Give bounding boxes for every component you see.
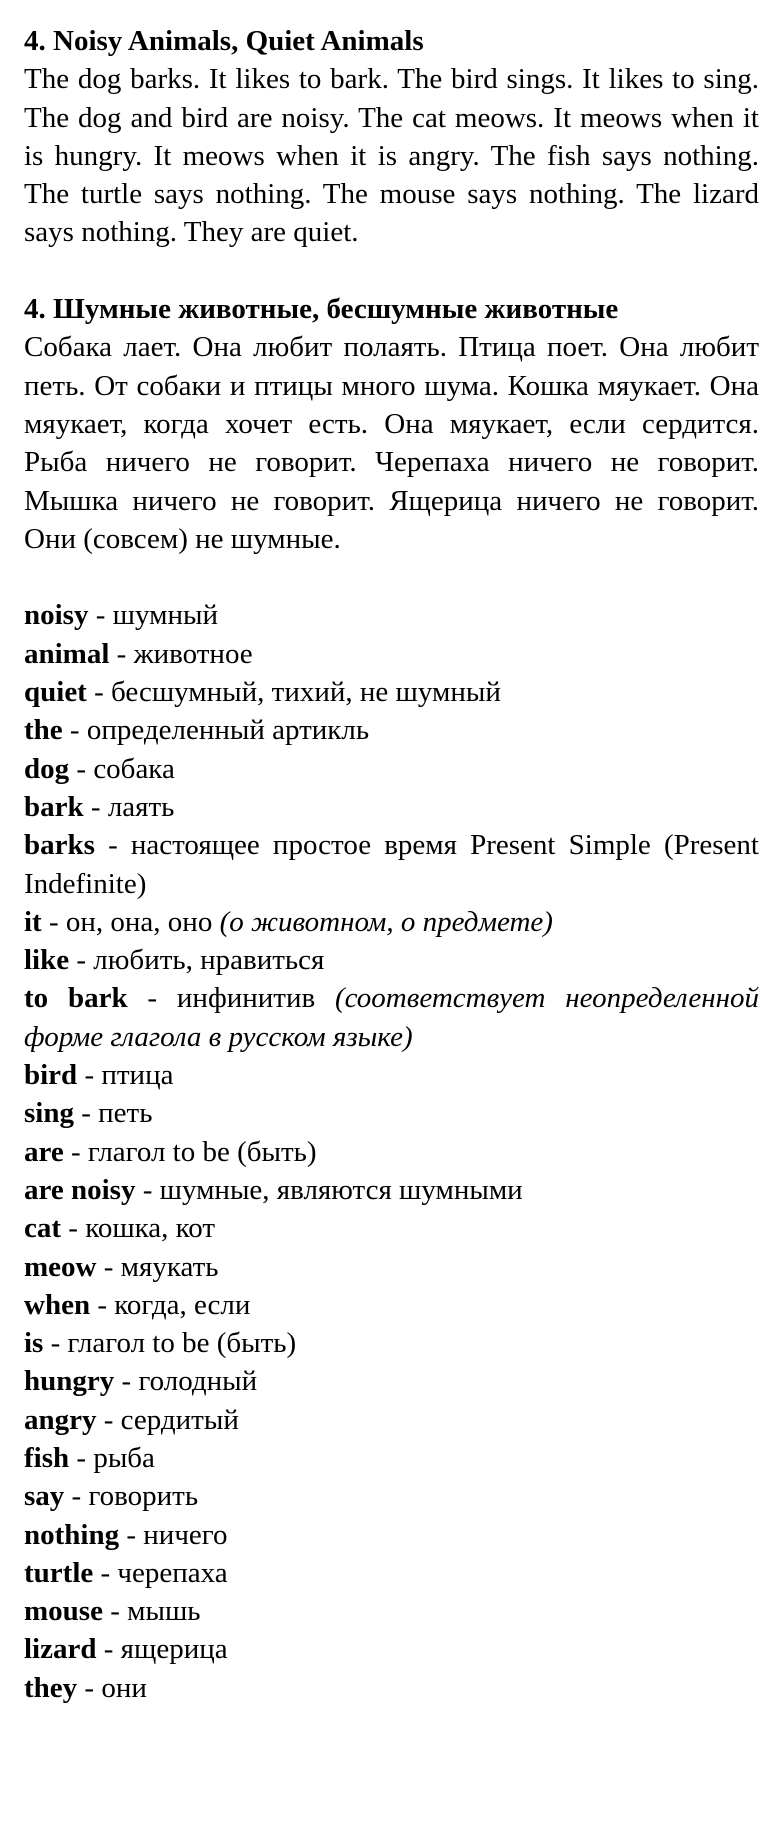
vocab-translation: лаять [107, 790, 175, 823]
vocab-translation: шумные, являются шумными [159, 1173, 523, 1206]
vocab-item: bark - лаять [24, 790, 175, 823]
vocab-translation: настоящее простое время Present Simple (Present Indefinite) [24, 829, 759, 900]
vocab-translation: они [101, 1671, 147, 1704]
document-page [24, 22, 759, 1707]
vocab-translation: определенный артикль [86, 714, 370, 747]
vocabulary-list [24, 596, 759, 1707]
vocab-term: quiet [24, 676, 87, 709]
vocab-item: hungry - голодный [24, 1365, 258, 1398]
russian-text: Собака лает. Она любит полаять. Птица поет. Она любит петь. От собаки и птицы много шума. Кошка мяукает. Она мяукает, когда хочет есть. Она мяукает, если сердится. Рыба ничего не говорит. Черепаха ничего не говорит. Мышка ничего не говорит. Ящерица ничего не говорит. Они (совсем) не шумные. [24, 331, 759, 555]
vocab-note: (соответствует неопределенной форме глагола в русском языке) [24, 982, 759, 1053]
vocab-translation: рыба [93, 1441, 155, 1474]
vocab-item: noisy - шумный [24, 599, 218, 632]
vocab-term: noisy [24, 599, 89, 632]
vocab-term: to bark [24, 982, 128, 1015]
vocab-translation: глагол to be (быть) [87, 1135, 317, 1168]
vocab-item: it - он, она, оно (о животном, о предмете) [24, 905, 553, 938]
vocab-translation: любить, нравиться [93, 944, 325, 977]
vocab-translation: сердитый [120, 1403, 239, 1436]
vocab-term: animal [24, 637, 110, 670]
vocab-translation: глагол to be (быть) [67, 1327, 297, 1360]
english-section [24, 22, 759, 252]
vocab-item: mouse - мышь [24, 1595, 201, 1628]
vocab-term: it [24, 905, 42, 938]
vocab-term: they [24, 1671, 78, 1704]
section-spacer [24, 252, 759, 290]
vocab-item: like - любить, нравиться [24, 944, 325, 977]
vocab-item: fish - рыба [24, 1441, 155, 1474]
vocab-translation: голодный [138, 1365, 258, 1398]
vocab-term: angry [24, 1403, 97, 1436]
vocab-term: bird [24, 1059, 78, 1092]
vocab-term: cat [24, 1212, 62, 1245]
vocab-term: say [24, 1480, 65, 1513]
vocab-term: meow [24, 1250, 97, 1283]
vocab-term: are [24, 1135, 64, 1168]
vocab-term: barks [24, 829, 95, 862]
vocab-translation: кошка, кот [85, 1212, 216, 1245]
section-spacer [24, 558, 759, 596]
vocab-term: when [24, 1288, 91, 1321]
vocab-item: sing - петь [24, 1097, 153, 1130]
vocab-item: quiet - бесшумный, тихий, не шумный [24, 676, 501, 709]
vocab-term: mouse [24, 1595, 103, 1628]
vocab-item: dog - собака [24, 752, 175, 785]
vocab-note: (о животном, о предмете) [219, 905, 553, 938]
vocab-translation: ящерица [120, 1633, 228, 1666]
vocab-item: nothing - ничего [24, 1518, 228, 1551]
vocab-item: meow - мяукать [24, 1250, 219, 1283]
vocab-term: fish [24, 1441, 70, 1474]
vocab-item: say - говорить [24, 1480, 199, 1513]
vocab-item: the - определенный артикль [24, 714, 370, 747]
vocab-item: they - они [24, 1671, 147, 1704]
vocab-term: is [24, 1327, 44, 1360]
vocab-item: lizard - ящерица [24, 1633, 228, 1666]
vocab-translation: птица [101, 1059, 174, 1092]
vocab-item: are noisy - шумные, являются шумными [24, 1173, 523, 1206]
vocab-term: lizard [24, 1633, 97, 1666]
english-title: 4. Noisy Animals, Quiet Animals [24, 25, 424, 57]
vocab-item: cat - кошка, кот [24, 1212, 216, 1245]
vocab-term: nothing [24, 1518, 120, 1551]
vocab-translation: мышь [127, 1595, 201, 1628]
vocab-item: are - глагол to be (быть) [24, 1135, 317, 1168]
vocab-term: dog [24, 752, 70, 785]
vocab-term: turtle [24, 1556, 94, 1589]
vocab-item: when - когда, если [24, 1288, 251, 1321]
vocab-term: sing [24, 1097, 74, 1130]
vocab-translation: когда, если [114, 1288, 251, 1321]
vocab-term: bark [24, 790, 84, 823]
vocab-term: like [24, 944, 70, 977]
vocab-translation: петь [98, 1097, 153, 1130]
vocab-translation: собака [93, 752, 175, 785]
vocab-item: turtle - черепаха [24, 1556, 228, 1589]
vocab-translation: он, она, оно [65, 905, 213, 938]
vocab-translation: шумный [112, 599, 218, 632]
vocab-translation: черепаха [117, 1556, 228, 1589]
vocab-item: is - глагол to be (быть) [24, 1327, 297, 1360]
vocab-translation: говорить [88, 1480, 199, 1513]
vocab-translation: мяукать [120, 1250, 219, 1283]
vocab-item: barks - настоящее простое время Present Simple (Present Indefinite) [24, 829, 759, 900]
russian-title: 4. Шумные животные, бесшумные животные [24, 293, 619, 326]
vocab-item: to bark - инфинитив (соответствует неопределенной форме глагола в русском языке) [24, 982, 759, 1053]
vocab-translation: животное [133, 637, 253, 670]
russian-section [24, 290, 759, 558]
vocab-translation: бесшумный, тихий, не шумный [111, 676, 501, 709]
vocab-item: animal - животное [24, 637, 253, 670]
vocab-item: angry - сердитый [24, 1403, 239, 1436]
vocab-item: bird - птица [24, 1059, 174, 1092]
vocab-translation: ничего [143, 1518, 228, 1551]
vocab-translation: инфинитив [176, 982, 316, 1015]
english-text: The dog barks. It likes to bark. The bird sings. It likes to sing. The dog and bird are noisy. The cat meows. It meows when it is hungry. It meows when it is angry. The fish says nothing. The turtle says nothing. The mouse says nothing. The lizard says nothing. They are quiet. [24, 63, 759, 249]
vocab-term: are noisy [24, 1173, 136, 1206]
vocab-term: the [24, 714, 63, 747]
vocab-term: hungry [24, 1365, 115, 1398]
